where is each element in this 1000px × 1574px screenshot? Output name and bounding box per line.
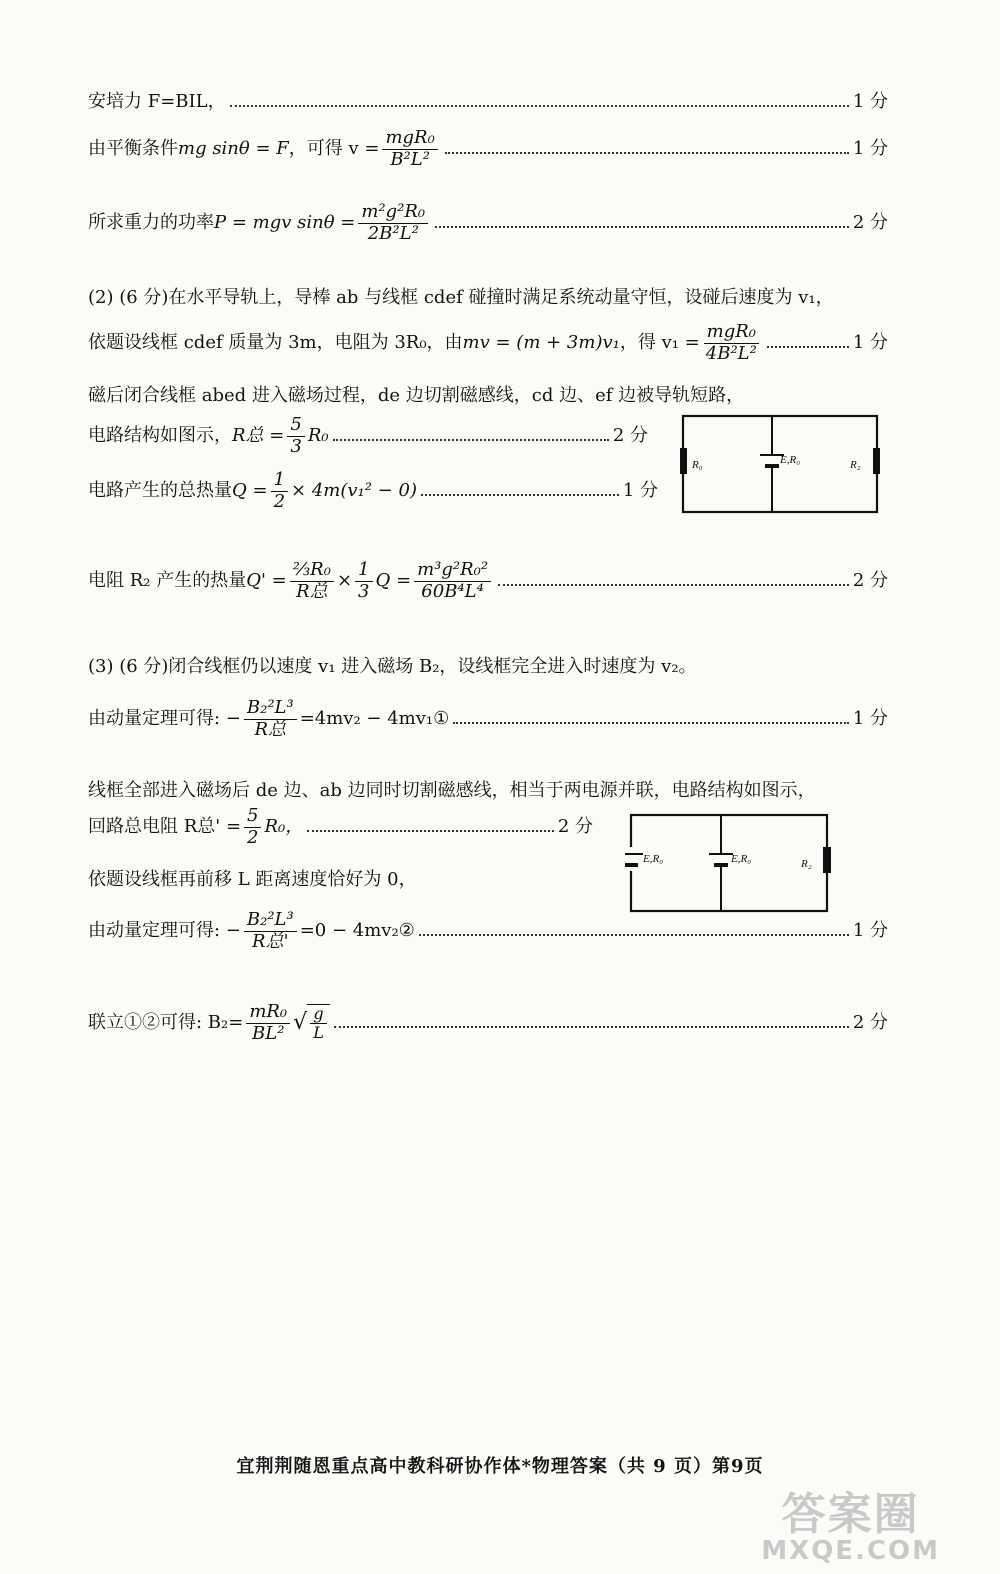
answer-line-7 xyxy=(88,415,648,457)
source-label: E,R₀ xyxy=(643,853,664,865)
numerator: g xyxy=(310,1005,326,1024)
circuit-diagram-1 xyxy=(680,413,880,515)
radical-sign-icon: √ xyxy=(293,1009,308,1035)
denominator: 2 xyxy=(247,826,259,848)
dot-leader xyxy=(421,494,619,496)
numerator: mR₀ xyxy=(246,1002,290,1024)
answer-line-1 xyxy=(88,90,888,113)
line-text: 由动量定理可得: − xyxy=(88,920,241,942)
circuit-diagram-2 xyxy=(625,812,833,914)
line-text: 电路结构如图示， xyxy=(88,425,232,447)
answer-line-5 xyxy=(88,322,888,364)
dot-leader xyxy=(419,934,849,936)
watermark-logo xyxy=(761,1478,940,1566)
answer-line-12: 线框全部进入磁场后 de 边、ab 边同时切割磁感线，相当于两电源并联，电路结构如图示， xyxy=(88,780,816,801)
answer-line-16 xyxy=(88,1002,888,1044)
line-text: 安培力 F=BIL， xyxy=(88,91,226,112)
denominator: B²L² xyxy=(390,148,430,170)
equation: R₀ xyxy=(307,425,329,447)
fraction xyxy=(414,560,491,602)
dot-leader xyxy=(767,346,849,348)
equation: =0 − 4mv₂② xyxy=(299,920,415,942)
numerator: B₂²L³ xyxy=(244,698,297,720)
numerator: m³g²R₀² xyxy=(414,560,491,582)
equation: mv = (m + 3m)v₁ xyxy=(462,332,620,354)
numerator: 5 xyxy=(287,415,304,437)
numerator: B₂²L³ xyxy=(244,910,297,932)
line-text: ，可得 v = xyxy=(288,138,380,160)
denominator: R总' xyxy=(252,930,289,952)
answer-line-11 xyxy=(88,698,888,740)
dot-leader xyxy=(230,105,849,107)
answer-line-2 xyxy=(88,128,888,170)
fraction xyxy=(244,698,297,740)
denominator: 3 xyxy=(290,435,302,457)
fraction xyxy=(287,415,304,457)
line-text: 联立①②可得: B₂= xyxy=(88,1012,244,1034)
equation: Q = xyxy=(375,570,412,592)
score: 2 分 xyxy=(612,425,648,447)
answer-line-4: (2) (6 分)在水平导轨上，导棒 ab 与线框 cdef 碰撞时满足系统动量守恒，设碰后速度为 v₁， xyxy=(88,287,834,308)
denominator: R总 xyxy=(296,580,328,602)
line-text: 所求重力的功率 xyxy=(88,212,214,234)
denominator: 4B²L² xyxy=(705,342,757,364)
line-text: ，得 v₁ = xyxy=(619,332,700,354)
equation: P = mgv sinθ = xyxy=(214,212,356,234)
equation: R总 = xyxy=(232,425,285,447)
answer-line-6: 磁后闭合线框 abed 进入磁场过程，de 边切割磁感线，cd 边、ef 边被导轨短路， xyxy=(88,385,745,406)
denominator: 2 xyxy=(273,490,286,512)
answer-line-8 xyxy=(88,470,658,512)
r2-label: R₂ xyxy=(850,459,861,471)
fraction xyxy=(271,470,288,512)
resistor-r2-icon xyxy=(823,847,831,873)
fraction xyxy=(703,322,760,364)
numerator: m²g²R₀ xyxy=(358,202,428,224)
numerator: mgR₀ xyxy=(704,322,759,344)
numerator: 1 xyxy=(355,560,372,582)
denominator: 60B⁴L⁴ xyxy=(421,580,484,602)
denominator: L xyxy=(313,1023,324,1043)
fraction xyxy=(290,560,334,602)
resistor-r0-icon xyxy=(680,448,687,474)
resistor-r2-icon xyxy=(873,448,880,474)
score: 2 分 xyxy=(557,816,593,838)
score: 1 分 xyxy=(622,480,658,502)
fraction xyxy=(310,1005,327,1043)
numerator: 1 xyxy=(271,470,288,492)
line-text: 依题设线框 cdef 质量为 3m，电阻为 3R₀，由 xyxy=(88,332,463,354)
denominator: BL² xyxy=(252,1022,285,1044)
answer-line-9 xyxy=(88,560,888,602)
watermark-text: 答案圈 xyxy=(781,1489,920,1540)
score: 1 分 xyxy=(852,920,888,942)
answer-line-14: 依题设线框再前移 L 距离速度恰好为 0， xyxy=(88,869,417,890)
equation: × 4m(v₁² − 0) xyxy=(291,480,417,502)
source-label: E,R₀ xyxy=(780,454,801,466)
line-text: 电路产生的总热量 xyxy=(88,480,232,502)
source-label: E,R₀ xyxy=(731,853,752,865)
r2-label: R₂ xyxy=(801,858,812,870)
numerator: ⅔R₀ xyxy=(290,560,334,582)
score: 1 分 xyxy=(852,138,888,160)
answer-line-15 xyxy=(88,910,888,952)
fraction xyxy=(355,560,372,602)
score: 1 分 xyxy=(852,91,888,112)
page-footer: 宜荆荆随恩重点高中教科研协作体*物理答案（共 9 页）第9页 xyxy=(236,1456,764,1477)
watermark-url: MXQE.COM xyxy=(761,1536,940,1566)
line-text: 由动量定理可得: − xyxy=(88,708,241,730)
dot-leader xyxy=(333,439,609,441)
fraction xyxy=(358,202,428,244)
answer-line-10: (3) (6 分)闭合线框仍以速度 v₁ 进入磁场 B₂，设线框完全进入时速度为 v₂。 xyxy=(88,656,697,677)
r0-label: R₀ xyxy=(692,459,703,471)
times-sign: × xyxy=(336,570,353,592)
line-text: 由平衡条件 xyxy=(88,138,178,160)
fraction xyxy=(246,1002,290,1044)
dot-leader xyxy=(334,1026,849,1028)
answer-line-3 xyxy=(88,202,888,244)
denominator: R总 xyxy=(254,718,287,740)
answer-line-13 xyxy=(88,806,593,848)
score: 2 分 xyxy=(852,1012,888,1034)
equation: Q = xyxy=(232,480,268,502)
square-root xyxy=(293,1004,330,1043)
line-text: 电阻 R₂ 产生的热量 xyxy=(88,570,247,592)
line-text: 回路总电阻 R总' = xyxy=(88,816,242,838)
numerator: mgR₀ xyxy=(382,128,437,150)
dot-leader xyxy=(307,830,554,832)
dot-leader xyxy=(453,722,849,724)
score: 2 分 xyxy=(852,212,888,234)
fraction xyxy=(244,806,261,848)
numerator: 5 xyxy=(244,806,261,828)
dot-leader xyxy=(498,584,849,586)
dot-leader xyxy=(435,226,849,228)
equation: =4mv₂ − 4mv₁① xyxy=(299,708,450,730)
denominator: 3 xyxy=(358,580,370,602)
score: 1 分 xyxy=(852,332,888,354)
score: 2 分 xyxy=(852,570,888,592)
dot-leader xyxy=(445,152,849,154)
equation: mg sinθ = F xyxy=(178,138,289,160)
score: 1 分 xyxy=(852,708,888,730)
fraction xyxy=(382,128,437,170)
fraction xyxy=(244,910,297,952)
denominator: 2B²L² xyxy=(367,222,419,244)
equation: Q' = xyxy=(246,570,287,592)
equation: R₀， xyxy=(264,816,304,838)
